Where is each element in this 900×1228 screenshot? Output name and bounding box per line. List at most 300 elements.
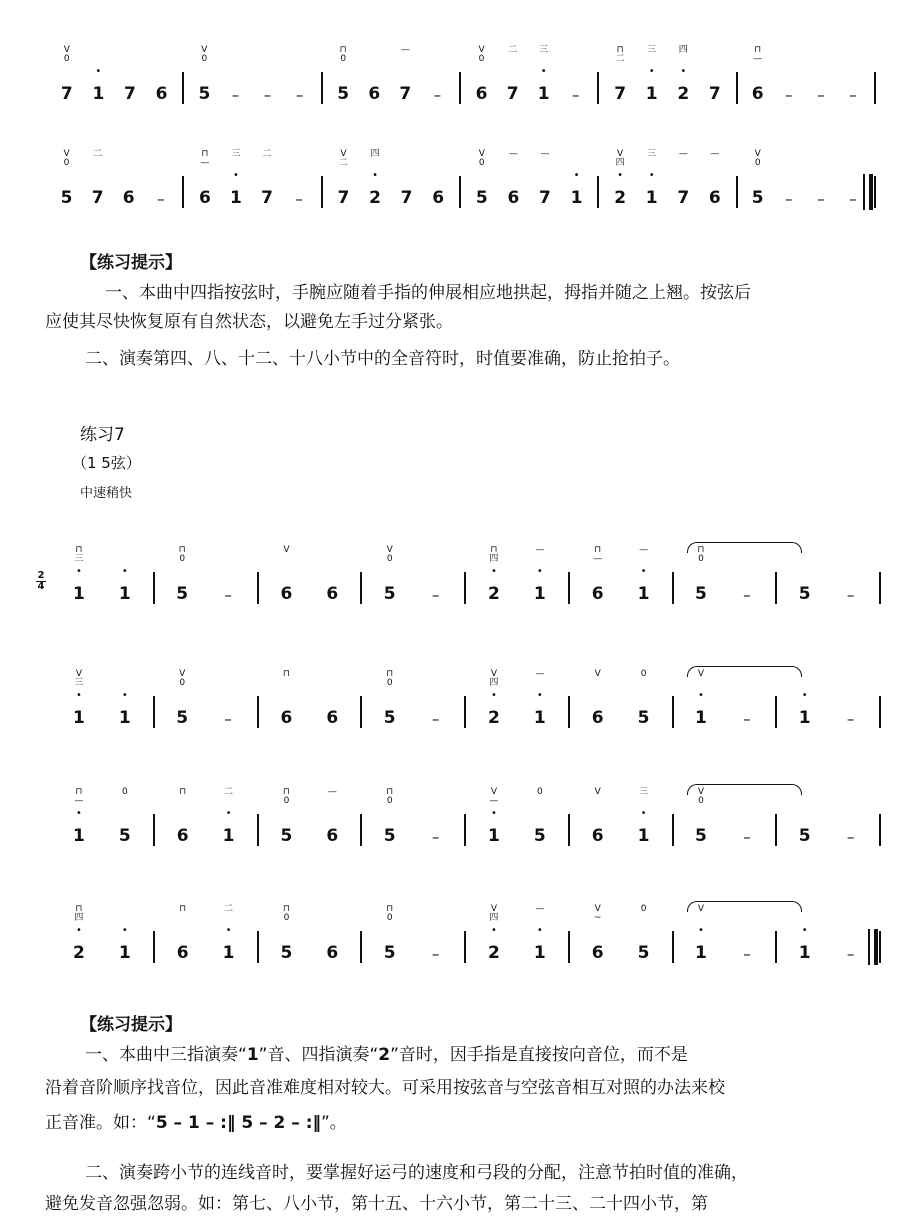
note-digit: 1: [798, 943, 811, 963]
note-digit: 1: [533, 943, 546, 963]
barline: [775, 814, 777, 846]
bowing-fingering-mark: ⊓ —: [593, 545, 603, 564]
bowing-fingering-mark: ⊓: [282, 669, 290, 679]
duration-dash: [840, 46, 866, 106]
note-digit: 5: [118, 826, 131, 846]
note-digit: 5: [176, 708, 189, 728]
note-digit: 6: [368, 84, 381, 104]
high-octave-dot: •: [225, 808, 232, 819]
note-digit: 1: [533, 584, 546, 604]
note-digit: 1: [695, 943, 707, 963]
bowing-fingering-mark: V 四: [489, 669, 499, 688]
tie-arc: [687, 901, 803, 912]
duration-dash: [808, 150, 834, 210]
note: [586, 670, 610, 730]
duration-dash: [215, 670, 241, 730]
measure: [471, 895, 563, 965]
note: [331, 150, 355, 210]
dash-mark: –: [431, 945, 440, 963]
note: [640, 150, 664, 210]
bowing-fingering-mark: —: [678, 149, 688, 159]
dash-mark: –: [295, 190, 303, 208]
bowing-fingering-mark: V ~: [593, 904, 602, 923]
measure: [328, 36, 454, 106]
bowing-fingering-mark: 0: [536, 787, 543, 797]
dash-mark: –: [231, 86, 240, 104]
bowing-fingering-mark: V —: [489, 787, 499, 806]
measure: [189, 36, 315, 106]
note-digit: 6: [326, 826, 339, 846]
note: [171, 905, 195, 965]
note-digit: 1: [645, 188, 658, 208]
note-digit: 6: [507, 188, 520, 208]
note: [565, 150, 589, 210]
note-digit: 6: [751, 84, 764, 104]
note: [363, 150, 387, 210]
dash-mark: –: [295, 86, 304, 104]
bowing-fingering-mark: ⊓ —: [753, 45, 763, 64]
note: [528, 788, 552, 848]
barline: [153, 814, 155, 846]
note-digit: 1: [537, 84, 550, 104]
barline: [360, 696, 362, 728]
note: [171, 788, 195, 848]
bowing-fingering-mark: ⊓ 四: [74, 904, 84, 923]
measure: [575, 895, 667, 965]
measure: [51, 140, 177, 210]
dash-mark: –: [817, 86, 825, 104]
tips2-note-1: 1: [246, 1045, 259, 1065]
measure: [189, 140, 315, 210]
high-octave-dot: •: [573, 170, 580, 181]
measure: [575, 778, 667, 848]
bowing-fingering-mark: ⊓ 0: [386, 904, 394, 923]
bowing-fingering-mark: ⊓ 0: [282, 787, 290, 806]
note-digit: 7: [539, 188, 551, 208]
high-octave-dot: •: [801, 690, 808, 701]
high-octave-dot: •: [648, 66, 655, 77]
time-signature-bottom: 4: [37, 581, 45, 592]
measure: [743, 36, 869, 106]
barline: [257, 814, 259, 846]
barline: [360, 814, 362, 846]
notation-line-2: [45, 140, 875, 210]
barline: [874, 72, 876, 104]
measure: [743, 140, 869, 210]
note: [150, 46, 174, 106]
note-digit: 5: [383, 943, 396, 963]
tips-heading-1: 【练习提示】: [80, 253, 182, 273]
final-thin-barline: [863, 174, 865, 210]
note: [55, 150, 79, 210]
measure: [160, 660, 252, 730]
note: [482, 788, 506, 848]
bowing-fingering-mark: —: [535, 545, 545, 555]
barline: [360, 931, 362, 963]
duration-dash: [734, 788, 760, 848]
duration-dash: [255, 46, 281, 106]
barline: [182, 176, 184, 208]
tie-arc: [687, 784, 803, 795]
note-digit: 5: [176, 584, 189, 604]
bowing-fingering-mark: —: [327, 787, 337, 797]
note-digit: 5: [280, 943, 293, 963]
bowing-fingering-mark: 四: [678, 45, 688, 55]
high-octave-dot: •: [490, 925, 497, 936]
dash-mark: –: [431, 586, 440, 604]
high-octave-dot: •: [121, 566, 128, 577]
notation-line-1: [45, 36, 875, 106]
high-octave-dot: •: [121, 925, 128, 936]
note-digit: 5: [533, 826, 546, 846]
barline: [879, 814, 881, 846]
dash-mark: –: [431, 828, 440, 846]
note: [113, 905, 137, 965]
duration-dash: [734, 546, 760, 606]
bowing-fingering-mark: ⊓ 0: [386, 787, 394, 806]
duration-dash: [423, 905, 449, 965]
bowing-fingering-mark: ⊓ 0: [339, 45, 347, 64]
duration-dash: [423, 670, 449, 730]
measure: [56, 895, 148, 965]
high-octave-dot: •: [540, 66, 547, 77]
note-digit: 1: [222, 943, 235, 963]
bowing-fingering-mark: V: [283, 545, 290, 555]
note-digit: 1: [73, 826, 85, 846]
duration-dash: [423, 546, 449, 606]
measure: [264, 660, 356, 730]
note: [86, 46, 110, 106]
high-octave-dot: •: [536, 566, 543, 577]
measure: [367, 660, 459, 730]
note-digit: 5: [60, 188, 73, 208]
measure: [466, 36, 592, 106]
measure: [160, 895, 252, 965]
bowing-fingering-mark: V: [594, 787, 601, 797]
high-octave-dot: •: [490, 566, 497, 577]
dash-mark: –: [846, 710, 855, 728]
measure: [604, 140, 730, 210]
note-digit: 1: [118, 943, 131, 963]
barline: [464, 931, 466, 963]
note: [193, 150, 217, 210]
barline: [874, 176, 876, 208]
measure: [56, 778, 148, 848]
note: [501, 150, 525, 210]
time-signature-top: 2: [37, 570, 45, 581]
measure: [575, 660, 667, 730]
note: [67, 670, 91, 730]
note-digit: 7: [614, 84, 627, 104]
duration-dash: [838, 788, 864, 848]
barline: [257, 931, 259, 963]
duration-dash: [734, 670, 760, 730]
dash-mark: –: [572, 86, 580, 104]
bowing-fingering-mark: V 0: [754, 149, 761, 168]
bowing-fingering-mark: 四: [370, 149, 380, 159]
note: [746, 150, 770, 210]
duration-dash: [808, 46, 834, 106]
high-octave-dot: •: [75, 690, 82, 701]
bowing-fingering-mark: V 三: [74, 669, 84, 688]
bowing-fingering-mark: 0: [121, 787, 128, 797]
barline: [672, 814, 674, 846]
tips-paragraph-1a: 一、本曲中四指按弦时，手腕应随着手指的伸展相应地拱起，拇指并随之上翘。按弦后: [105, 283, 751, 303]
measure: [264, 536, 356, 606]
dash-mark: –: [157, 190, 165, 208]
note: [192, 46, 216, 106]
duration-dash: [776, 46, 802, 106]
duration-dash: [148, 150, 174, 210]
tie-arc: [687, 666, 803, 677]
high-octave-dot: •: [801, 925, 808, 936]
note-digit: 6: [326, 708, 339, 728]
bowing-fingering-mark: 三: [231, 149, 241, 159]
note: [528, 905, 552, 965]
note: [67, 546, 91, 606]
barline: [568, 931, 570, 963]
note-digit: 1: [73, 708, 85, 728]
measure: [367, 778, 459, 848]
note: [86, 150, 110, 210]
high-octave-dot: •: [75, 925, 82, 936]
barline: [672, 696, 674, 728]
barline: [360, 572, 362, 604]
barline: [153, 931, 155, 963]
dash-mark: –: [743, 710, 751, 728]
barline: [153, 696, 155, 728]
note-digit: 6: [326, 943, 339, 963]
note: [586, 546, 610, 606]
bowing-fingering-mark: V 0: [63, 45, 70, 64]
bowing-fingering-mark: 三: [539, 45, 549, 55]
bowing-fingering-mark: ⊓ —: [200, 149, 210, 168]
bowing-fingering-mark: 三: [647, 45, 657, 55]
note: [640, 46, 664, 106]
barline: [321, 176, 323, 208]
note-digit: 1: [637, 826, 650, 846]
bowing-fingering-mark: ⊓ 三: [74, 545, 84, 564]
barline: [464, 814, 466, 846]
note: [528, 670, 552, 730]
barline: [736, 176, 738, 208]
barline: [879, 572, 881, 604]
tips-paragraph-1b: 应使其尽快恢复原有自然状态，以避免左手过分紧张。: [45, 312, 453, 332]
bowing-fingering-mark: ⊓ 0: [178, 545, 186, 564]
barline: [459, 176, 461, 208]
note-digit: 1: [92, 84, 105, 104]
exercise-line-3: [50, 778, 880, 848]
bowing-fingering-mark: ⊓ 0: [282, 904, 290, 923]
note-digit: 7: [708, 84, 721, 104]
tips2-line-3: [45, 1110, 347, 1137]
note: [689, 788, 713, 848]
dash-mark: –: [785, 86, 793, 104]
note: [689, 905, 713, 965]
note: [632, 788, 656, 848]
note-digit: 5: [751, 188, 764, 208]
bowing-fingering-mark: ⊓ —: [74, 787, 84, 806]
bowing-fingering-mark: —: [540, 149, 550, 159]
note: [117, 150, 141, 210]
note: [608, 46, 632, 106]
bowing-fingering-mark: 二: [224, 904, 234, 914]
note-digit: 7: [399, 84, 412, 104]
bowing-fingering-mark: ⊓ 0: [386, 669, 394, 688]
barline: [672, 931, 674, 963]
duration-dash: [424, 46, 450, 106]
barline: [775, 931, 777, 963]
note-digit: 2: [73, 943, 85, 963]
measure: [471, 778, 563, 848]
high-octave-dot: •: [75, 808, 82, 819]
note-digit: 2: [488, 584, 500, 604]
note-digit: 5: [383, 708, 396, 728]
tips2-line-4: 二、演奏跨小节的连线音时，要掌握好运弓的速度和弓段的分配，注意节拍时值的准确，: [85, 1163, 748, 1183]
duration-dash: [215, 546, 241, 606]
bowing-fingering-mark: V 0: [697, 787, 705, 806]
note: [586, 788, 610, 848]
bowing-fingering-mark: V 0: [478, 45, 485, 64]
duration-dash: [286, 150, 312, 210]
note: [113, 670, 137, 730]
note: [320, 546, 344, 606]
high-octave-dot: •: [640, 808, 647, 819]
bowing-fingering-mark: 0: [640, 904, 647, 914]
note-digit: 5: [280, 826, 293, 846]
measure: [51, 36, 177, 106]
dash-mark: –: [433, 86, 442, 104]
final-barline: [869, 174, 873, 210]
note-digit: 6: [122, 188, 135, 208]
note-digit: 5: [637, 708, 650, 728]
note-digit: 6: [326, 584, 339, 604]
note-digit: 7: [506, 84, 519, 104]
note-digit: 6: [591, 708, 604, 728]
note-digit: 5: [695, 584, 707, 604]
high-octave-dot: •: [648, 170, 655, 181]
tips-heading-2: 【练习提示】: [80, 1015, 182, 1035]
dash-mark: –: [743, 945, 751, 963]
bowing-fingering-mark: —: [535, 669, 545, 679]
note: [274, 546, 298, 606]
duration-dash: [222, 46, 248, 106]
note: [274, 670, 298, 730]
dash-mark: –: [785, 190, 793, 208]
barline: [879, 696, 881, 728]
bowing-fingering-mark: V: [594, 669, 601, 679]
note: [793, 546, 817, 606]
tie-arc: [687, 542, 803, 553]
note-digit: 5: [695, 826, 707, 846]
note-digit: 5: [637, 943, 650, 963]
note: [170, 546, 194, 606]
note-digit: 6: [176, 943, 189, 963]
measure: [160, 778, 252, 848]
high-octave-dot: •: [225, 925, 232, 936]
note: [501, 46, 525, 106]
note: [320, 670, 344, 730]
barline: [257, 572, 259, 604]
exercise-line-1: [50, 536, 880, 606]
measure: [604, 36, 730, 106]
dash-mark: –: [224, 586, 232, 604]
note-digit: 5: [475, 188, 488, 208]
bowing-fingering-mark: ⊓: [179, 787, 187, 797]
bowing-fingering-mark: 二: [224, 787, 234, 797]
bowing-fingering-mark: —: [400, 45, 410, 55]
note: [671, 150, 695, 210]
bowing-fingering-mark: V 0: [179, 669, 186, 688]
bowing-fingering-mark: V 0: [201, 45, 208, 64]
high-octave-dot: •: [75, 566, 82, 577]
barline: [568, 572, 570, 604]
note-digit: 1: [118, 584, 131, 604]
note-digit: 1: [798, 708, 811, 728]
dash-mark: –: [743, 586, 751, 604]
barline: [321, 72, 323, 104]
high-octave-dot: •: [640, 566, 647, 577]
final-barline: [874, 929, 878, 965]
note-digit: 6: [280, 708, 293, 728]
note: [217, 788, 241, 848]
note-digit: 1: [73, 584, 85, 604]
tips2-line-5: 避免发音忽强忽弱。如：第七、八小节，第十五、十六小节，第二十三、二十四小节，第: [45, 1194, 708, 1214]
note: [532, 46, 556, 106]
barline: [257, 696, 259, 728]
note-digit: 2: [488, 708, 500, 728]
note: [586, 905, 610, 965]
note: [67, 905, 91, 965]
note: [608, 150, 632, 210]
note: [482, 670, 506, 730]
duration-dash: [423, 788, 449, 848]
note: [528, 546, 552, 606]
measure: [575, 536, 667, 606]
barline: [153, 572, 155, 604]
tips-paragraph-2: 二、演奏第四、八、十二、十八小节中的全音符时，时值要准确，防止抢拍子。: [85, 349, 680, 369]
high-octave-dot: •: [680, 66, 687, 77]
bowing-fingering-mark: 三: [647, 149, 657, 159]
bowing-fingering-mark: ⊓ 四: [489, 545, 499, 564]
note: [224, 150, 248, 210]
note: [274, 788, 298, 848]
dash-mark: –: [224, 710, 232, 728]
bowing-fingering-mark: V 0: [386, 545, 393, 564]
bowing-fingering-mark: 二: [262, 149, 272, 159]
barline: [464, 696, 466, 728]
time-signature: [36, 571, 46, 592]
note: [55, 46, 79, 106]
note-digit: 2: [677, 84, 690, 104]
dash-mark: –: [849, 86, 857, 104]
barline: [672, 572, 674, 604]
note: [67, 788, 91, 848]
high-octave-dot: •: [536, 690, 543, 701]
note: [320, 905, 344, 965]
bowing-fingering-mark: ⊓: [179, 904, 187, 914]
note: [426, 150, 450, 210]
note-digit: 7: [337, 188, 350, 208]
note: [331, 46, 355, 106]
note: [470, 46, 494, 106]
note-digit: 1: [637, 584, 650, 604]
tips2-note-2: 2: [378, 1045, 391, 1065]
bowing-fingering-mark: 二: [93, 149, 103, 159]
barline: [597, 72, 599, 104]
measure: [160, 536, 252, 606]
barline: [879, 931, 881, 963]
